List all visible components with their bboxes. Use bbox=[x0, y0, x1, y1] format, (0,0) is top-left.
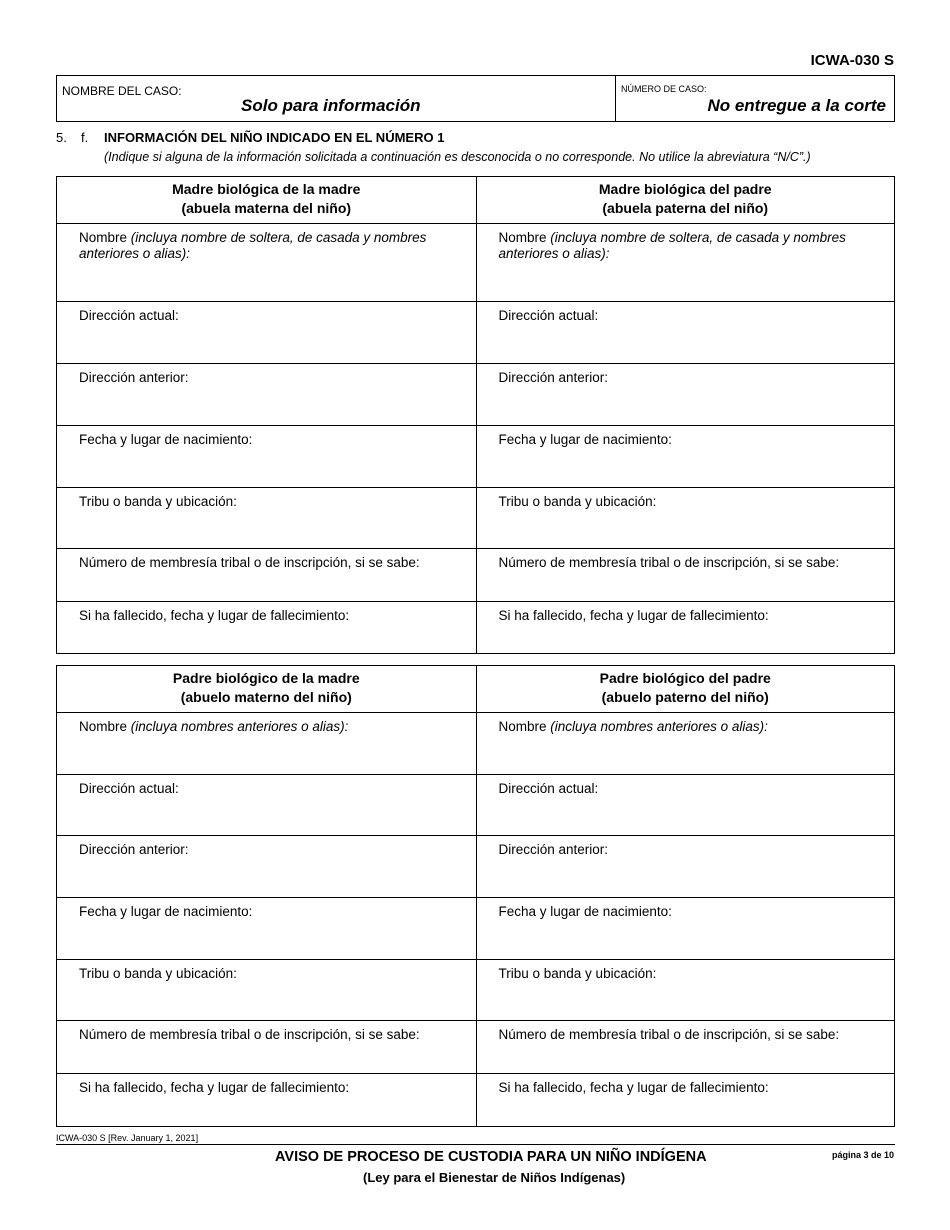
paternal-grandmother-column bbox=[476, 177, 895, 653]
current-address-field[interactable] bbox=[57, 302, 476, 364]
tribe-field[interactable] bbox=[477, 488, 895, 549]
field-label: Si ha fallecido, fecha y lugar de fallecimiento: bbox=[498, 1080, 769, 1095]
heading-line: Madre biológica de la madre bbox=[172, 181, 361, 197]
field-label: Dirección actual: bbox=[79, 308, 179, 323]
field-label: Si ha fallecido, fecha y lugar de fallecimiento: bbox=[79, 608, 350, 623]
field-label: Tribu o banda y ubicación: bbox=[498, 494, 657, 509]
column-heading bbox=[57, 177, 476, 224]
birth-field[interactable] bbox=[477, 898, 895, 960]
field-label: Dirección anterior: bbox=[498, 842, 609, 857]
section-instructions: (Indique si alguna de la información solicitada a continuación es desconocida o no corresponde. No utilice la abreviatura “N/C”.) bbox=[104, 150, 811, 164]
field-label: Dirección anterior: bbox=[498, 370, 609, 385]
section-number: 5. bbox=[56, 130, 67, 145]
name-field[interactable] bbox=[57, 224, 476, 302]
field-label: Dirección anterior: bbox=[79, 842, 189, 857]
case-number-label: NÚMERO DE CASO: bbox=[621, 84, 707, 94]
column-heading bbox=[477, 666, 895, 713]
section-title: INFORMACIÓN DEL NIÑO INDICADO EN EL NÚMERO 1 bbox=[104, 130, 445, 145]
previous-address-field[interactable] bbox=[477, 364, 895, 426]
current-address-field[interactable] bbox=[57, 775, 476, 836]
field-label: Nombre bbox=[79, 719, 128, 734]
grandmothers-table bbox=[56, 176, 895, 654]
field-label: Fecha y lugar de nacimiento: bbox=[498, 904, 672, 919]
case-name-cell[interactable] bbox=[57, 76, 616, 121]
name-field[interactable] bbox=[477, 224, 895, 302]
previous-address-field[interactable] bbox=[477, 836, 895, 898]
form-id: ICWA-030 S bbox=[810, 52, 894, 69]
field-label: Tribu o banda y ubicación: bbox=[79, 494, 237, 509]
field-label: Si ha fallecido, fecha y lugar de fallecimiento: bbox=[498, 608, 769, 623]
field-label: Fecha y lugar de nacimiento: bbox=[79, 904, 253, 919]
column-heading bbox=[57, 666, 476, 713]
grandfathers-table bbox=[56, 665, 895, 1127]
field-label: Dirección anterior: bbox=[79, 370, 189, 385]
section-letter: f. bbox=[81, 130, 89, 145]
tribe-field[interactable] bbox=[57, 488, 476, 549]
footer-divider bbox=[56, 1144, 895, 1145]
field-label: Fecha y lugar de nacimiento: bbox=[79, 432, 253, 447]
membership-field[interactable] bbox=[57, 1021, 476, 1074]
field-label: Número de membresía tribal o de inscripción, si se sabe: bbox=[79, 555, 420, 570]
field-label: Número de membresía tribal o de inscripción, si se sabe: bbox=[498, 555, 840, 570]
case-number-cell[interactable] bbox=[616, 76, 894, 121]
column-heading bbox=[477, 177, 895, 224]
heading-line: Padre biológico de la madre bbox=[172, 670, 360, 686]
heading-line: (abuela materna del niño) bbox=[181, 200, 352, 216]
field-label: Nombre bbox=[498, 230, 547, 245]
death-field[interactable] bbox=[57, 1074, 476, 1126]
death-field[interactable] bbox=[477, 1074, 895, 1126]
case-name-label: NOMBRE DEL CASO: bbox=[62, 84, 182, 98]
field-label: Dirección actual: bbox=[498, 781, 599, 796]
case-name-value: Solo para información bbox=[241, 96, 421, 115]
field-label: Fecha y lugar de nacimiento: bbox=[498, 432, 672, 447]
field-label: Dirección actual: bbox=[498, 308, 599, 323]
heading-line: (abuelo paterno del niño) bbox=[601, 689, 769, 705]
field-label: Si ha fallecido, fecha y lugar de fallecimiento: bbox=[79, 1080, 350, 1095]
maternal-grandfather-column bbox=[57, 666, 476, 1126]
field-label: Nombre bbox=[79, 230, 128, 245]
tribe-field[interactable] bbox=[477, 960, 895, 1021]
membership-field[interactable] bbox=[477, 549, 895, 602]
birth-field[interactable] bbox=[57, 898, 476, 960]
form-title: AVISO DE PROCESO DE CUSTODIA PARA UN NIÑO INDÍGENA bbox=[275, 1149, 707, 1165]
case-number-value: No entregue a la corte bbox=[707, 96, 886, 115]
field-label: Dirección actual: bbox=[79, 781, 179, 796]
membership-field[interactable] bbox=[477, 1021, 895, 1074]
field-label: Nombre bbox=[498, 719, 547, 734]
field-label: Tribu o banda y ubicación: bbox=[79, 966, 237, 981]
field-label: Tribu o banda y ubicación: bbox=[498, 966, 657, 981]
previous-address-field[interactable] bbox=[57, 836, 476, 898]
heading-line: (abuelo materno del niño) bbox=[180, 689, 352, 705]
previous-address-field[interactable] bbox=[57, 364, 476, 426]
field-hint: (incluya nombre de soltera, de casada y nombres anteriores o alias): bbox=[79, 230, 427, 261]
paternal-grandfather-column bbox=[476, 666, 895, 1126]
page-number: página 3 de 10 bbox=[831, 1150, 894, 1160]
field-label: Número de membresía tribal o de inscripción, si se sabe: bbox=[79, 1027, 420, 1042]
membership-field[interactable] bbox=[57, 549, 476, 602]
heading-line: Madre biológica del padre bbox=[598, 181, 772, 197]
current-address-field[interactable] bbox=[477, 775, 895, 836]
form-subtitle: (Ley para el Bienestar de Niños Indígenas) bbox=[363, 1170, 626, 1185]
field-hint: (incluya nombres anteriores o alias): bbox=[130, 719, 349, 734]
tribe-field[interactable] bbox=[57, 960, 476, 1021]
current-address-field[interactable] bbox=[477, 302, 895, 364]
birth-field[interactable] bbox=[477, 426, 895, 488]
name-field[interactable] bbox=[477, 713, 895, 775]
case-caption-box bbox=[56, 75, 895, 122]
birth-field[interactable] bbox=[57, 426, 476, 488]
heading-line: Padre biológico del padre bbox=[599, 670, 771, 686]
form-revision: ICWA-030 S [Rev. January 1, 2021] bbox=[56, 1133, 199, 1143]
field-hint: (incluya nombres anteriores o alias): bbox=[550, 719, 768, 734]
death-field[interactable] bbox=[57, 602, 476, 653]
field-hint: (incluya nombre de soltera, de casada y nombres anteriores o alias): bbox=[498, 230, 846, 261]
heading-line: (abuela paterna del niño) bbox=[602, 200, 769, 216]
name-field[interactable] bbox=[57, 713, 476, 775]
death-field[interactable] bbox=[477, 602, 895, 653]
maternal-grandmother-column bbox=[57, 177, 476, 653]
field-label: Número de membresía tribal o de inscripción, si se sabe: bbox=[498, 1027, 840, 1042]
